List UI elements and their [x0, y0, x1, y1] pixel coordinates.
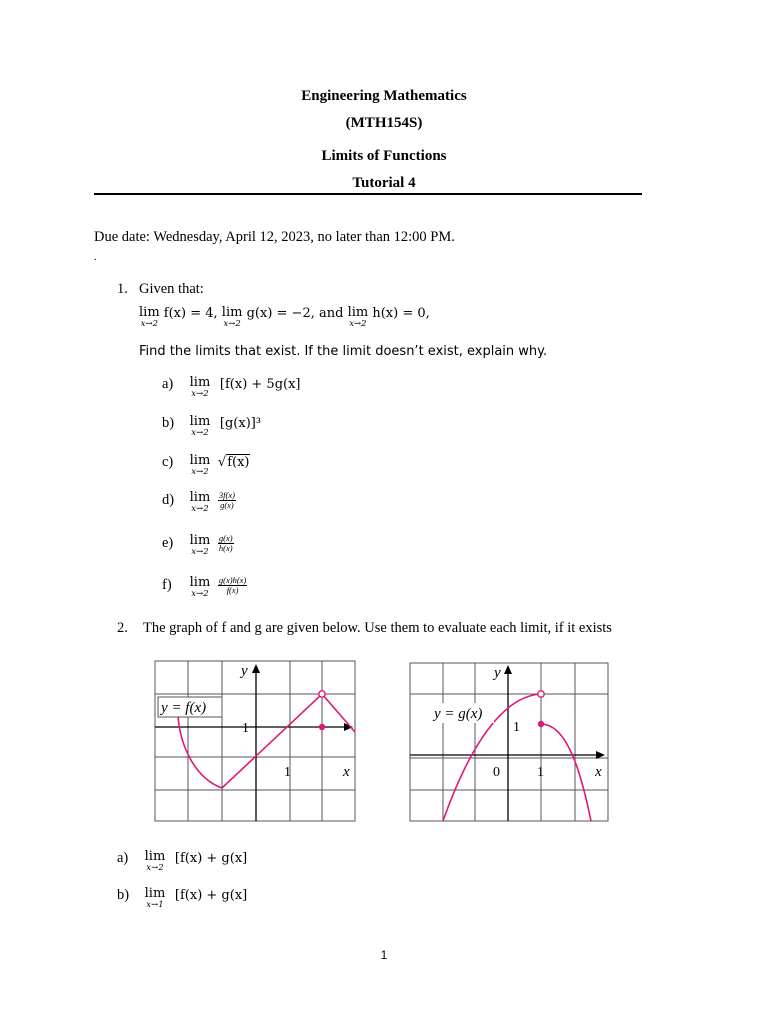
graph-f-x-label: x: [343, 764, 350, 780]
closed-point: [538, 721, 544, 727]
y-axis-arrow: [504, 665, 512, 674]
q1-part-d: d) lim x→2 $\frac{3f(x)}{g(x)}$: [162, 490, 235, 514]
header-rule: [94, 193, 642, 195]
q2-part-b: b) lim x→1 [f(x) + g(x]: [117, 886, 248, 910]
q1-given: [139, 306, 430, 329]
q2-text: The graph of f and g are given below. Use them to evaluate each limit, if it exists: [143, 620, 612, 636]
limit-operator: lim x→2: [189, 453, 211, 477]
topic-title: Limits of Functions: [321, 148, 447, 164]
q1-part-a: a) lim x→2 [f(x) + 5g(x]: [162, 375, 301, 399]
y-axis-arrow: [252, 664, 260, 673]
q1-part-e: e) lim x→2 $\frac{g(x)}{h(x)}$: [162, 533, 233, 557]
q1-number: 1.: [117, 281, 128, 297]
due-date: Due date: Wednesday, April 12, 2023, no later than 12:00 PM.: [94, 229, 455, 245]
graph-f-tick-x: 1: [284, 765, 291, 780]
q2-number: 2.: [117, 620, 128, 636]
q1-part-b: b) lim x→2 [g(x)]³: [162, 414, 262, 438]
limit-operator: lim x→2: [189, 414, 211, 438]
limit-operator: lim x→2: [189, 575, 211, 599]
stray-mark: .: [94, 252, 97, 263]
course-title: Engineering Mathematics: [301, 88, 467, 104]
graph-g-x-label: x: [595, 764, 602, 780]
graph-g: [409, 662, 609, 822]
limit-operator: lim x→2: [189, 490, 211, 514]
given-limit: lim x→2: [139, 305, 160, 329]
sqrt-sign: √f(x): [217, 455, 250, 470]
graph-f-label: y = f(x): [161, 700, 207, 716]
graph-f: [154, 660, 356, 822]
grid: [410, 663, 608, 821]
page-number: 1: [380, 948, 388, 962]
given-expression: g(x) = −2, and: [246, 306, 344, 321]
limit-operator: lim x→1: [144, 886, 166, 910]
open-point: [319, 691, 325, 697]
q2-part-a: a) lim x→2 [f(x) + g(x]: [117, 849, 248, 873]
given-limit: lim x→2: [221, 305, 243, 329]
graph-g-y-label: y: [494, 665, 501, 681]
graph-f-tick-y: 1: [242, 721, 249, 736]
curve-g-right: [541, 724, 591, 821]
course-code: (MTH154S): [345, 115, 423, 131]
given-limit: lim x→2: [347, 305, 369, 329]
given-expression: f(x) = 4,: [163, 306, 218, 321]
graph-g-label: y = g(x): [434, 706, 483, 722]
grid: [155, 661, 355, 821]
q1-intro: Given that:: [139, 281, 204, 297]
q1-part-f: f) lim x→2 $\frac{g(x)h(x)}{f(x)}$: [162, 575, 247, 599]
tutorial-title: Tutorial 4: [352, 175, 416, 191]
graph-f-y-label: y: [241, 663, 248, 679]
fraction: $\frac{3f(x)}{g(x)}$: [218, 490, 235, 511]
graph-g-tick-y: 1: [513, 720, 520, 735]
graph-g-origin: 0: [493, 765, 500, 780]
closed-point: [319, 724, 325, 730]
fraction: $\frac{g(x)h(x)}{f(x)}$: [218, 575, 247, 596]
q1-instruction: Find the limits that exist. If the limit doesn’t exist, explain why.: [139, 344, 548, 359]
fraction: $\frac{g(x)}{h(x)}$: [218, 533, 233, 554]
given-expression: h(x) = 0,: [372, 306, 430, 321]
open-point: [538, 691, 544, 697]
limit-operator: lim x→2: [189, 375, 211, 399]
limit-operator: lim x→2: [189, 533, 211, 557]
graph-g-tick-x: 1: [537, 765, 544, 780]
limit-operator: lim x→2: [144, 849, 166, 873]
q1-part-c: c) lim x→2 √f(x): [162, 453, 250, 477]
